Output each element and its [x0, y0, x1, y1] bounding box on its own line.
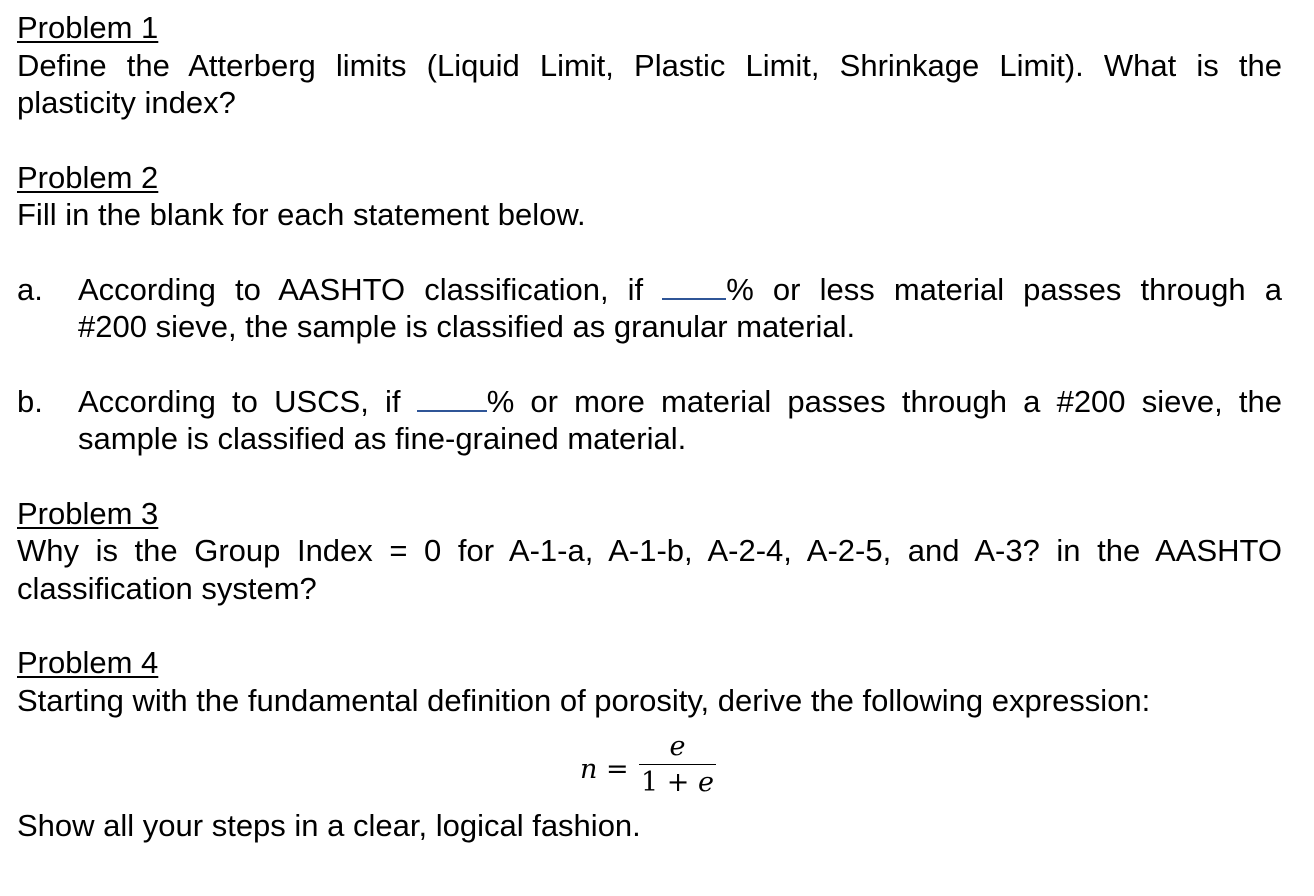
problem-4-title: Problem 4: [17, 645, 159, 680]
problem-2-title: Problem 2: [17, 159, 159, 195]
spacer: [17, 607, 1282, 644]
problem-2: [17, 159, 1282, 458]
fraction-bar: [639, 764, 716, 765]
problem-4-closing: Show all your steps in a clear, logical fashion.: [17, 808, 641, 843]
item-b-text-after-blank: % or more material passes through a #200 sieve, the: [486, 383, 1282, 419]
denominator-one: 1: [641, 767, 659, 798]
item-a-line-1: [78, 271, 1282, 309]
item-b-line-1: [78, 383, 1282, 421]
fraction-numerator: e: [669, 731, 686, 762]
denominator-e: e: [698, 767, 714, 798]
equation-variable-n: n: [580, 754, 598, 785]
equation-equals-sign: =: [605, 754, 629, 785]
problem-3-text-line-2: classification system?: [17, 570, 317, 606]
spacer: [17, 234, 1282, 271]
item-a-line-2: #200 sieve, the sample is classified as granular material.: [78, 309, 856, 344]
spacer: [17, 122, 1282, 159]
porosity-equation-block: [17, 731, 1282, 807]
item-label: a.: [17, 271, 43, 307]
fraction-denominator: [639, 767, 716, 799]
item-b-text-before-blank: According to USCS, if: [78, 383, 401, 419]
item-label: b.: [17, 383, 43, 419]
problem-2-intro: Fill in the blank for each statement below.: [17, 197, 586, 232]
item-a-text-before-blank: According to AASHTO classification, if: [78, 271, 644, 307]
problem-3: [17, 495, 1282, 608]
equation-lhs: [580, 754, 629, 785]
problem-1-text-line-2: plasticity index?: [17, 85, 236, 120]
problem-1: [17, 9, 1282, 122]
item-a-text-after-blank: % or less material passes through a: [726, 271, 1282, 307]
spacer: [17, 458, 1282, 495]
problem-1-title: Problem 1: [17, 10, 159, 45]
problem-3-text-line-1: Why is the Group Index = 0 for A-1-a, A-1-b, A-2-4, A-2-5, and A-3? in the AASHTO: [17, 533, 1282, 568]
item-a-blank[interactable]: [662, 272, 726, 300]
problem-4-intro: Starting with the fundamental definition of porosity, derive the following expression:: [17, 682, 1151, 718]
equation-fraction: [639, 731, 716, 799]
problem-3-title: Problem 3: [17, 495, 159, 531]
problem-2-item-a: [17, 271, 1282, 346]
item-b-line-2: sample is classified as fine-grained material.: [78, 421, 687, 456]
problem-4: [17, 644, 1282, 845]
item-b-blank[interactable]: [417, 384, 487, 412]
problem-1-text-line-1: Define the Atterberg limits (Liquid Limit, Plastic Limit, Shrinkage Limit). What is the: [17, 47, 1282, 83]
document-page: [17, 9, 1282, 845]
denominator-plus: +: [666, 767, 690, 798]
problem-2-item-b: [17, 383, 1282, 458]
spacer: [17, 346, 1282, 383]
